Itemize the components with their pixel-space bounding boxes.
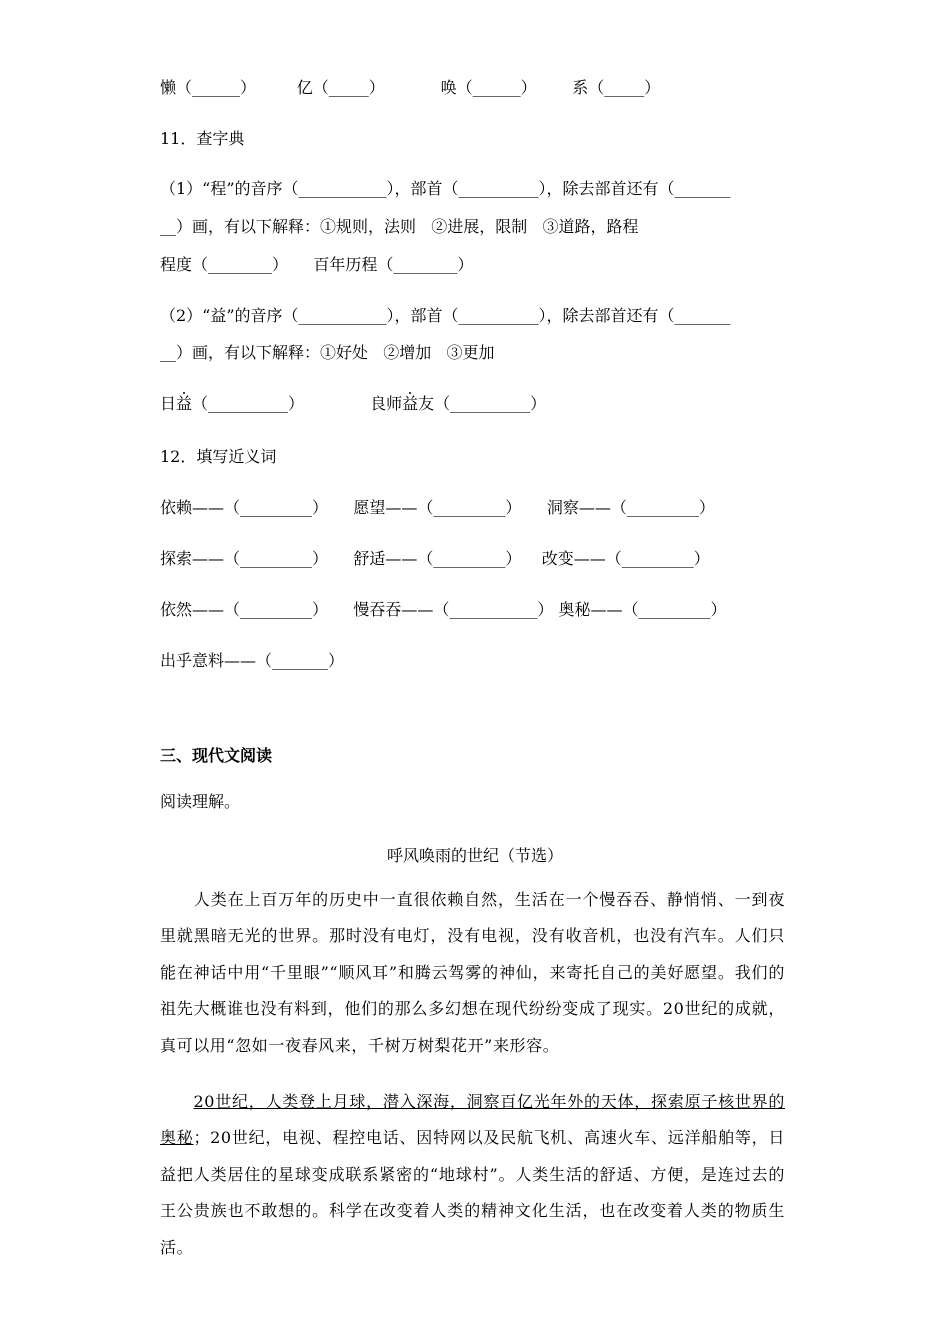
q11-part1-line2: __）画，有以下解释：①规则，法则 ②进展，限制 ③道路，路程 (160, 217, 639, 236)
q12-title: 12．填写近义词 (160, 447, 277, 466)
q11-part1-line3: 程度（________） 百年历程（________） (160, 255, 474, 274)
section3-intro: 阅读理解。 (160, 792, 241, 811)
q12-row3: 依然——（_________） 慢吞吞——（___________） 奥秘——（_________） (160, 600, 727, 619)
q11-word-ri: 日 (160, 394, 177, 413)
article-title: 呼风唤雨的世纪（节选） (386, 846, 563, 865)
emphasis-yi-2: 益 (402, 394, 419, 413)
q12-row4: 出乎意料——（_______） (160, 651, 345, 670)
q12-row2: 探索——（_________） 舒适——（_________） 改变——（_________） (160, 549, 710, 568)
paragraph-2-rest: ；20世纪，电视、程控电话、因特网以及民航飞机、高速火车、远洋船舶等，日益把人类居住的星球变成联系紧密的“地球村”。人类生活的舒适、方便，是连过去的王公贵族也不敢想的。科学在改变着人类的精神文化生活，也在改变着人类的物质生活。 (160, 1128, 786, 1257)
q11-title: 11．查字典 (160, 129, 245, 148)
emphasis-yi-1: 益 (176, 394, 193, 413)
q11-part2-line1: （2）“益”的音序（___________），部首（__________），除去部首还有（_______ (160, 306, 731, 325)
top-row-characters: 懒（______） 亿（_____） 唤（______） 系（_____） (160, 78, 661, 97)
paragraph-2-text (160, 1084, 785, 1266)
article-paragraph-1 (160, 882, 785, 1064)
q11-blank-2: 友（__________） (418, 394, 547, 413)
q12-row1: 依赖——（_________） 愿望——（_________） 洞察——（_________） (160, 498, 715, 517)
paragraph-1-text: 人类在上百万年的历史中一直很依赖自然，生活在一个慢吞吞、静悄悄、一到夜里就黑暗无光的世界。那时没有电灯，没有电视，没有收音机，也没有汽车。人们只能在神话中用“千里眼”“顺风耳”和腾云驾雾的神仙，来寄托自己的美好愿望。我们的祖先大概谁也没有料到，他们的那么多幻想在现代纷纷变成了现实。20世纪的成就，真可以用“忽如一夜春风来，千树万树梨花开”来形容。 (160, 890, 785, 1055)
q11-blank-1: （__________） 良师 (192, 394, 403, 413)
underlined-sentence: 20世纪，人类登上月球，潜入深海，洞察百亿光年外的天体，探索原子核世界的奥秘 (160, 1092, 785, 1148)
article-paragraph-2 (160, 1084, 785, 1266)
q11-part2-line2: __）画，有以下解释：①好处 ②增加 ③更加 (160, 343, 495, 362)
section3-heading: 三、现代文阅读 (160, 746, 273, 765)
q11-part2-line3 (160, 396, 546, 412)
q11-part1-line1: （1）“程”的音序（___________），部首（__________），除去部首还有（_______ (160, 179, 731, 198)
